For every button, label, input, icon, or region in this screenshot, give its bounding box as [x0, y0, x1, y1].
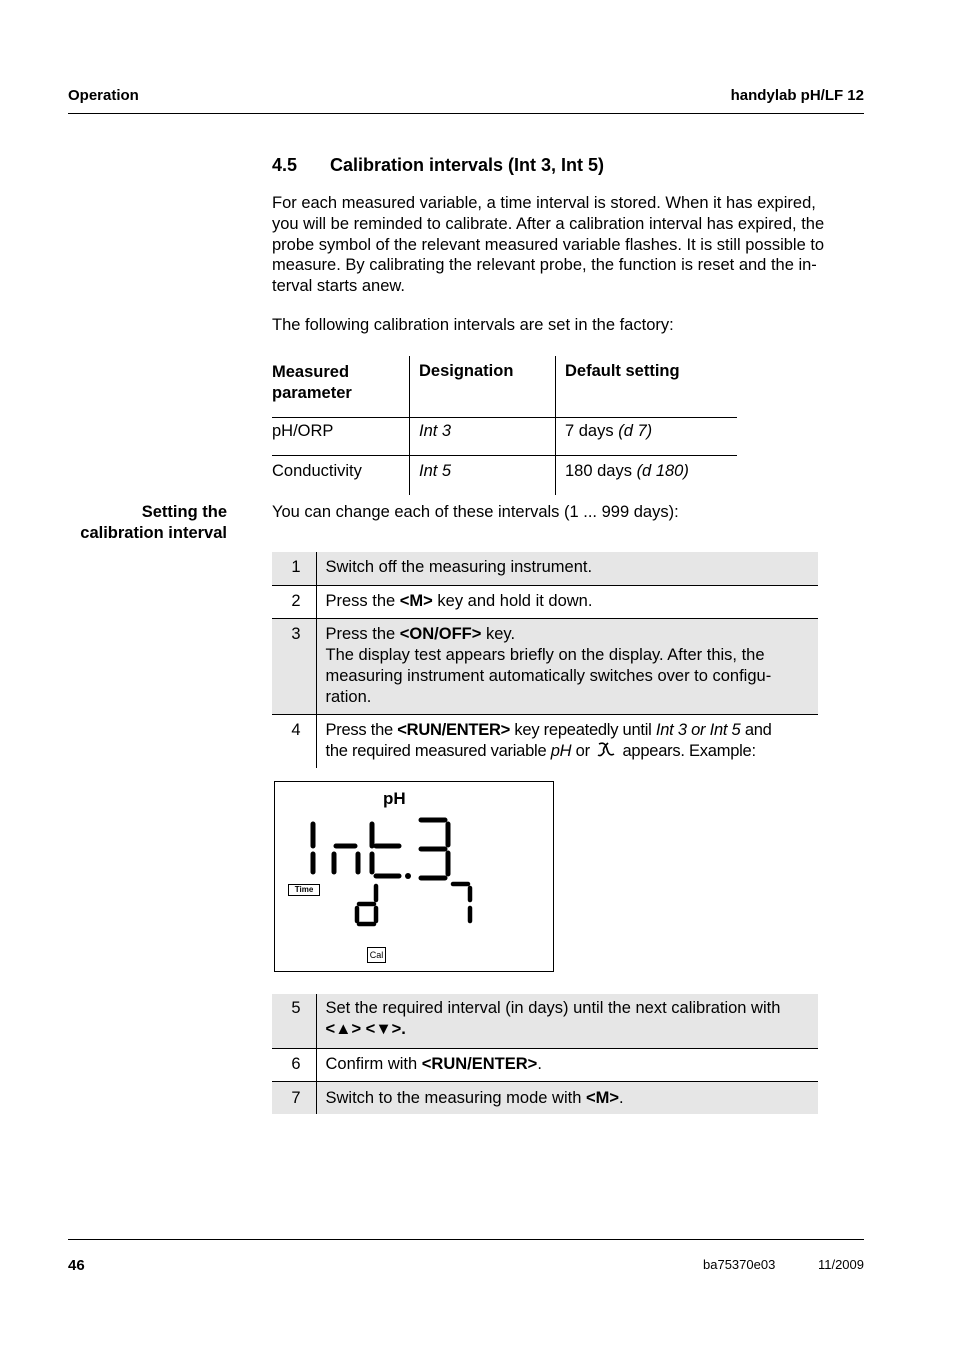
- text: key.: [481, 624, 516, 643]
- header-rule: [68, 113, 864, 114]
- step-line: Set the required interval (in days) until the next calibration with: [325, 999, 781, 1017]
- section-title: Calibration intervals (Int 3, Int 5): [330, 155, 605, 175]
- step-number: 3: [272, 618, 316, 714]
- lcd-segments: [275, 782, 553, 971]
- intro-line: probe symbol of the relevant measured variable flashes. It is still possible to: [272, 235, 825, 254]
- page-number: 46: [68, 1257, 85, 1274]
- step-row: [272, 1048, 818, 1081]
- header-product-name: handylab pH/LF 12: [730, 87, 864, 104]
- cal-indicator: Cal: [367, 947, 386, 963]
- lcd-display-example: [274, 781, 554, 972]
- factory-text: The following calibration intervals are set in the factory:: [272, 316, 674, 334]
- document-number: ba75370e03: [703, 1257, 776, 1272]
- step-number: 4: [272, 714, 316, 768]
- text: the required measured variable: [325, 741, 551, 760]
- cell-default: [556, 418, 738, 456]
- intro-paragraph: [272, 193, 872, 297]
- side-heading-line: Setting the: [141, 503, 227, 521]
- default-code: (d 7): [618, 422, 653, 440]
- sub-digits-d7: [357, 884, 470, 924]
- step-row: [272, 585, 818, 618]
- table-row: [272, 456, 737, 496]
- key-name: <ON/OFF>: [399, 624, 482, 643]
- steps-table-1: [272, 552, 818, 768]
- key-name: <RUN/ENTER>: [421, 1054, 538, 1073]
- document-date: 11/2009: [817, 1257, 864, 1272]
- text: and: [740, 720, 772, 739]
- step-text: [316, 1081, 818, 1114]
- calibration-interval-table: [272, 356, 737, 495]
- key-name: <M>: [585, 1088, 619, 1107]
- step-row: [272, 1081, 818, 1114]
- table-row: [272, 418, 737, 456]
- text: Press the: [325, 720, 398, 739]
- step-text: [316, 585, 818, 618]
- text: Press the: [325, 591, 400, 610]
- step-number: 1: [272, 552, 316, 585]
- step-text: [316, 714, 818, 768]
- step-text: [316, 618, 818, 714]
- step-row: [272, 714, 818, 768]
- step-line: measuring instrument automatically switches over to configu-: [325, 666, 772, 685]
- main-digits-int3: [313, 820, 448, 878]
- side-heading-line: calibration interval: [80, 524, 227, 542]
- key-name: <RUN/ENTER>: [397, 720, 511, 739]
- header-text: parameter: [272, 384, 352, 402]
- step-number: 2: [272, 585, 316, 618]
- step-line: [326, 741, 819, 762]
- steps-table-2: [272, 994, 818, 1114]
- step-number: 7: [272, 1081, 316, 1114]
- step-text: [316, 994, 818, 1048]
- time-indicator: Time: [288, 884, 320, 896]
- text: key and hold it down.: [432, 591, 593, 610]
- text: key repeatedly until: [510, 720, 656, 739]
- cell-designation: Int 3: [410, 418, 556, 456]
- default-code: (d 180): [636, 462, 689, 480]
- step-number: 6: [272, 1048, 316, 1081]
- change-intervals-text: You can change each of these intervals (1 ... 999 days):: [272, 503, 679, 521]
- side-heading: [80, 502, 227, 544]
- step-line: [326, 720, 819, 741]
- conductivity-symbol-icon: [596, 741, 616, 758]
- table-header-row: [272, 356, 737, 418]
- default-value: 7 days: [565, 422, 614, 440]
- step-text: Switch off the measuring instrument.: [316, 552, 818, 585]
- header-measured-parameter: [272, 356, 410, 418]
- step-row: [272, 994, 818, 1048]
- step-row: [272, 552, 818, 585]
- text: Confirm with: [325, 1054, 422, 1073]
- text: Press the: [325, 624, 400, 643]
- key-name: <M>: [399, 591, 433, 610]
- step-row: [272, 618, 818, 714]
- header-section-label: Operation: [68, 87, 139, 104]
- intro-line: terval starts anew.: [272, 277, 405, 296]
- intro-line: For each measured variable, a time interval is stored. When it has expired,: [272, 194, 816, 212]
- cell-param: pH/ORP: [272, 418, 410, 456]
- header-text: Measured: [272, 363, 350, 381]
- header-default-setting: Default setting: [556, 356, 738, 418]
- decimal-point: [405, 873, 411, 879]
- header-designation: Designation: [410, 356, 556, 418]
- cell-default: [556, 456, 738, 496]
- cell-param: Conductivity: [272, 456, 410, 496]
- section-number: 4.5: [272, 155, 298, 175]
- text: .: [619, 1088, 624, 1107]
- interval-names: Int 3 or Int 5: [655, 720, 741, 739]
- step-line: ration.: [325, 687, 372, 706]
- footer-rule: [68, 1239, 864, 1240]
- text: appears. Example:: [618, 741, 756, 760]
- default-value: 180 days: [565, 462, 632, 480]
- intro-line: you will be reminded to calibrate. After a calibration interval has expired, the: [272, 214, 825, 233]
- text: or: [571, 741, 595, 760]
- arrow-keys: <▲> <▼>.: [325, 1020, 406, 1038]
- text: .: [537, 1054, 542, 1073]
- unit-label-ph: pH: [383, 789, 406, 808]
- cell-designation: Int 5: [410, 456, 556, 496]
- step-number: 5: [272, 994, 316, 1048]
- step-line: [326, 624, 819, 645]
- intro-line: measure. By calibrating the relevant probe, the function is reset and the in-: [272, 256, 817, 275]
- step-text: [316, 1048, 818, 1081]
- text: Switch to the measuring mode with: [325, 1088, 586, 1107]
- step-line: The display test appears briefly on the display. After this, the: [325, 645, 765, 664]
- ph-variable: pH: [550, 741, 572, 760]
